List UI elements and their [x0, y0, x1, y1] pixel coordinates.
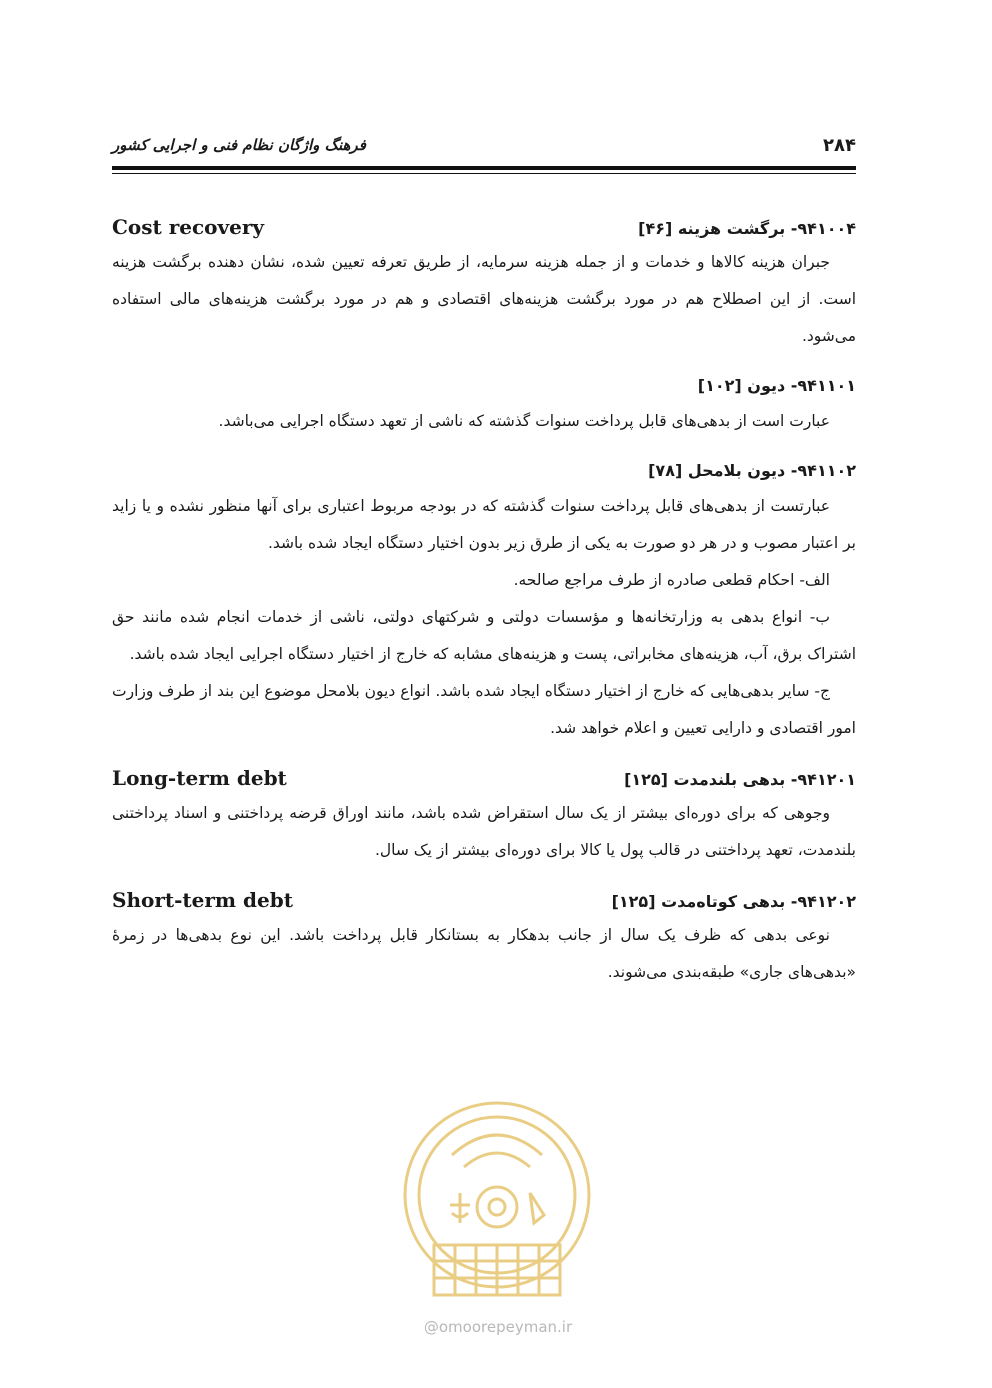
book-title: فرهنگ واژگان نظام فنی و اجرایی کشور: [112, 136, 366, 154]
entry-header: [112, 883, 856, 917]
entry-english-term: Cost recovery: [112, 215, 265, 239]
entry-definition: جبران هزینه کالاها و خدمات و از جمله هزینه سرمایه، از طریق تعرفه تعیین شده، نشان دهنده برگشت هزینه است. از این اصطلاح هم در مورد برگشت هزینه‌های اقتصادی و هم در مورد برگشت هزینه‌های مالی استفاده می‌شود.: [112, 253, 856, 345]
entry-definition: نوعی بدهی که ظرف یک سال از جانب بدهکار به بستانکار قابل پرداخت باشد. این نوع بدهی‌ها در زمرهٔ «بدهی‌های جاری» طبقه‌بندی می‌شوند.: [112, 926, 856, 981]
entry-title: ۹۴۱۲۰۲- بدهی کوتاه‌مدت [۱۲۵]: [611, 892, 856, 911]
entry-title: ۹۴۱۱۰۱- دیون [۱۰۲]: [697, 376, 856, 395]
entry-definition: عبارت است از بدهی‌های قابل پرداخت سنوات گذشته که ناشی از تعهد دستگاه اجرایی می‌باشد.: [218, 412, 830, 430]
entry-title: ۹۴۱۱۰۲- دیون بلامحل [۷۸]: [648, 461, 856, 480]
header-rule-thin: [112, 173, 856, 174]
entry-clause-alef: الف- احکام قطعی صادره از طرف مراجع صالحه.: [513, 571, 830, 589]
header-rule-thick: [112, 166, 856, 170]
entry-clause-be: ب- انواع بدهی به وزارتخانه‌ها و مؤسسات دولتی و شرکتهای دولتی، ناشی از خدمات انجام شده مانند حق اشتراک برق، آب، هزینه‌های مخابراتی، پست و هزینه‌های مشابه که خارج از اختیار دستگاه اجرایی ایجاد شده باشد.: [112, 608, 856, 663]
glossary-entry: [112, 883, 856, 991]
glossary-entry: [112, 369, 856, 440]
entry-definition: عبارتست از بدهی‌های قابل پرداخت سنوات گذشته که در بودجه مربوط اعتباری برای آنها منظور نشده و یا زاید بر اعتبار مصوب و در هر دو صورت به یکی از طرق زیر بدون اختیار دستگاه ایجاد شده باشد.: [112, 497, 856, 552]
glossary-entry: [112, 210, 856, 355]
page-number: ۲۸۴: [823, 134, 856, 156]
watermark-seal: [394, 1095, 600, 1325]
entry-title: ۹۴۱۲۰۱- بدهی بلندمدت [۱۲۵]: [624, 770, 856, 789]
entry-english-term: Short-term debt: [112, 888, 293, 912]
entry-header: [112, 454, 856, 488]
entry-title: ۹۴۱۰۰۴- برگشت هزینه [۴۶]: [638, 219, 856, 238]
entry-english-term: Long-term debt: [112, 766, 287, 790]
entry-header: [112, 210, 856, 244]
entry-clause-jim: ج- سایر بدهی‌هایی که خارج از اختیار دستگاه ایجاد شده باشد. انواع دیون بلامحل موضوع این بند از طرف وزارت امور اقتصادی و دارایی تعیین و اعلام خواهد شد.: [112, 682, 856, 737]
glossary-entry: [112, 454, 856, 747]
running-header: [112, 130, 856, 160]
glossary-entry: [112, 761, 856, 869]
entry-definition: وجوهی که برای دوره‌ای بیشتر از یک سال استقراض شده باشد، مانند اوراق قرضه پرداختنی و اسناد پرداختنی بلندمدت، تعهد پرداختنی در قالب پول یا کالا برای دوره‌ای بیشتر از یک سال.: [112, 804, 856, 859]
glossary-content: [112, 210, 856, 1005]
entry-header: [112, 761, 856, 795]
entry-header: [112, 369, 856, 403]
watermark-url: @omoorepeyman.ir: [423, 1318, 573, 1336]
